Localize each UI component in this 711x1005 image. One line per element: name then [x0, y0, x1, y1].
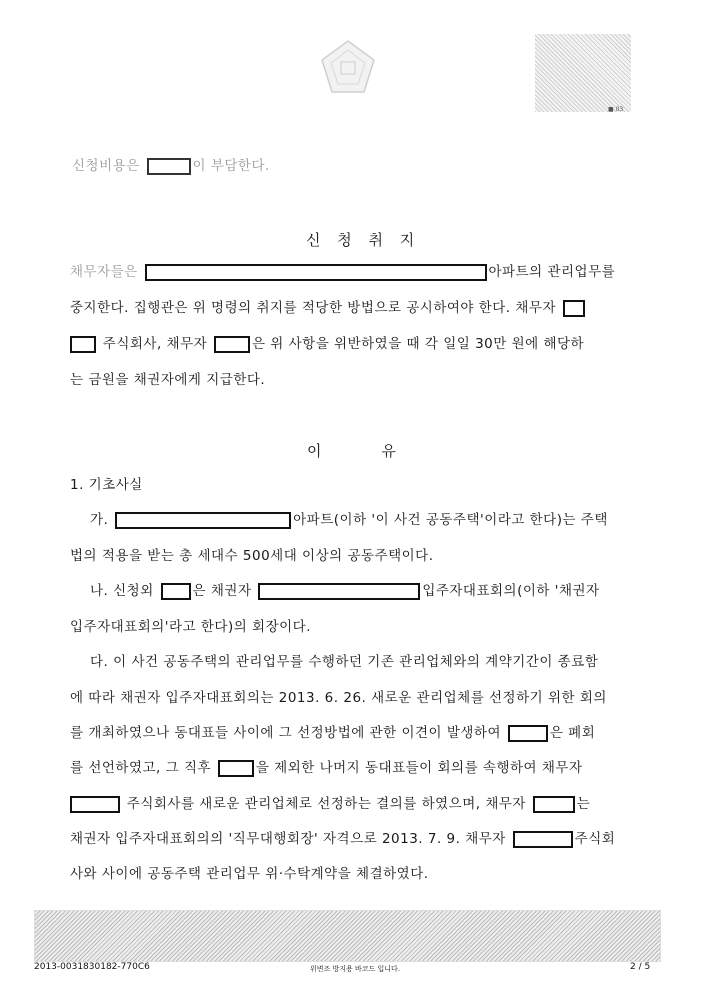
purpose-text: 중지한다. 집행관은 위 명령의 취지를 적당한 방법으로 공시하여야 한다. 채무자	[70, 300, 557, 316]
ga-line-1	[90, 510, 608, 530]
da-text: 주식회사를 새로운 관리업체로 선정하는 결의를 하였으며, 채무자	[126, 796, 526, 812]
redaction-box	[508, 725, 548, 742]
purpose-line-1	[70, 262, 615, 282]
reason-heading	[307, 440, 402, 461]
da-line-5	[70, 794, 590, 814]
da-line-2: 에 따라 채권자 입주자대표회의는 2013. 6. 26. 새로운 관리업체를 선정하기 위한 회의	[70, 690, 607, 706]
ga-label: 가.	[90, 512, 109, 528]
redaction-box	[147, 158, 191, 175]
purpose-line-3	[70, 334, 584, 354]
da-text: 은 폐회	[549, 725, 596, 741]
da-line-3	[70, 723, 595, 743]
barcode-notice: 위변조 방지용 바코드 입니다.	[310, 965, 401, 973]
redaction-box	[70, 336, 96, 353]
purpose-debtors: 채무자들은	[70, 264, 138, 280]
purpose-text: 는 금원을 채권자에게 지급한다.	[70, 372, 266, 388]
redaction-box	[70, 796, 120, 813]
da-line-4	[70, 758, 583, 778]
redaction-box	[145, 264, 487, 281]
na-label: 나. 신청외	[90, 583, 154, 599]
da-text: 채권자 입주자대표회의의 '직무대행회장' 자격으로 2013. 7. 9. 채무자	[70, 831, 506, 847]
official-stamp	[535, 34, 631, 112]
da-line-7: 사와 사이에 공동주택 관리업무 위·수탁계약을 체결하였다.	[70, 866, 429, 882]
cost-burden-line	[72, 156, 270, 176]
da-text: 을 제외한 나머지 동대표들이 회의를 속행하여 채무자	[255, 760, 583, 776]
da-line-6	[70, 829, 615, 849]
da-text: 를 개최하였으나 동대표들 사이에 그 선정방법에 관한 이견이 발생하여	[70, 725, 502, 741]
anti-forgery-barcode	[34, 910, 661, 962]
redaction-box	[161, 583, 191, 600]
da-text: 는	[576, 796, 591, 812]
redaction-box	[218, 760, 254, 777]
redaction-box	[533, 796, 575, 813]
purpose-text: 주식회사, 채무자	[102, 336, 208, 352]
section-1-title: 1. 기초사실	[70, 477, 143, 493]
redaction-box	[214, 336, 250, 353]
document-id: 2013-0031830182-770C6	[34, 962, 150, 972]
purpose-text: 아파트의 관리업무를	[488, 264, 616, 280]
purpose-text: 은 위 사항을 위반하였을 때 각 일일 30만 원에 해당하	[251, 336, 585, 352]
redaction-box	[115, 512, 291, 529]
cost-suffix: 이 부담한다.	[192, 158, 270, 174]
purpose-line-4	[70, 370, 265, 390]
page-number: 2 / 5	[630, 962, 651, 972]
ga-text: 아파트(이하 '이 사건 공동주택'이라고 한다)는 주택	[293, 512, 608, 528]
redaction-box	[563, 300, 585, 317]
cost-prefix: 신청비용은	[72, 158, 140, 174]
stamp-number: ■ 03	[608, 106, 624, 113]
purpose-heading: 신 청 취 지	[306, 231, 421, 249]
reason-heading-text: 이 유	[307, 442, 402, 460]
da-text: 를 선언하였고, 그 직후	[70, 760, 212, 776]
na-text: 은 채권자	[192, 583, 252, 599]
purpose-line-2	[70, 298, 587, 318]
na-line-1	[90, 581, 600, 601]
ga-line-2: 법의 적용을 받는 총 세대수 500세대 이상의 공동주택이다.	[70, 548, 434, 564]
court-seal-emblem	[318, 38, 378, 98]
redaction-box	[513, 831, 573, 848]
na-line-2: 입주자대표회의'라고 한다)의 회장이다.	[70, 619, 312, 635]
na-text: 입주자대표회의(이하 '채권자	[422, 583, 600, 599]
da-line-1: 다. 이 사건 공동주택의 관리업무를 수행하던 기존 관리업체와의 계약기간이 종료함	[90, 654, 599, 670]
da-text: 주식회	[574, 831, 616, 847]
redaction-box	[258, 583, 420, 600]
